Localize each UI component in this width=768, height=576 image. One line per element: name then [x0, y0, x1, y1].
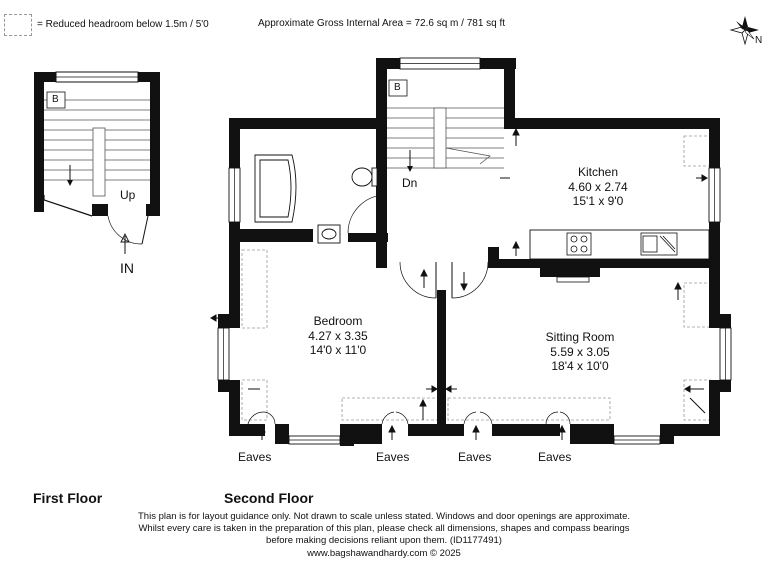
- eaves-label: Eaves: [538, 450, 572, 464]
- eaves-label: Eaves: [376, 450, 410, 464]
- legend-text: = Reduced headroom below 1.5m / 5'0: [37, 19, 209, 30]
- second-floor-plan: [211, 58, 731, 446]
- compass-north-label: N: [755, 35, 763, 46]
- stairs-up-label: Up: [120, 188, 136, 202]
- room-metric: 5.59 x 3.05: [550, 344, 610, 359]
- room-label-bedroom: [308, 314, 367, 358]
- room-metric: 4.27 x 3.35: [308, 328, 368, 343]
- room-label-kitchen: [568, 165, 627, 209]
- boiler-label: B: [394, 82, 401, 93]
- disclaimer-line: This plan is for layout guidance only. Not drawn to scale unless stated. Windows and door openings are approximate.: [138, 511, 630, 522]
- second-floor-title: Second Floor: [224, 490, 314, 506]
- stairs-down-label: Dn: [402, 176, 418, 190]
- eaves-label: Eaves: [238, 450, 272, 464]
- boiler-label: B: [52, 94, 59, 105]
- first-floor-title: First Floor: [33, 490, 103, 506]
- room-name: Kitchen: [577, 165, 619, 179]
- room-imperial: 15'1 x 9'0: [572, 194, 624, 208]
- disclaimer-line: before making decisions reliant upon them. (ID1177491): [266, 535, 502, 546]
- entrance-label: IN: [120, 260, 134, 276]
- room-metric: 4.60 x 2.74: [568, 179, 628, 194]
- room-name: Sitting Room: [545, 330, 615, 344]
- room-imperial: 14'0 x 11'0: [309, 343, 367, 357]
- room-imperial: 18'4 x 10'0: [551, 359, 609, 373]
- website-credit: www.bagshawandhardy.com © 2025: [307, 548, 461, 559]
- room-label-sitting-room: [546, 330, 615, 374]
- room-name: Bedroom: [313, 314, 363, 328]
- eaves-label: Eaves: [458, 450, 492, 464]
- disclaimer-line: Whilst every care is taken in the preparation of this plan, please check all dimensions, shapes and compass bearings: [138, 523, 630, 534]
- gross-internal-area: Approximate Gross Internal Area = 72.6 sq m / 781 sq ft: [258, 18, 506, 29]
